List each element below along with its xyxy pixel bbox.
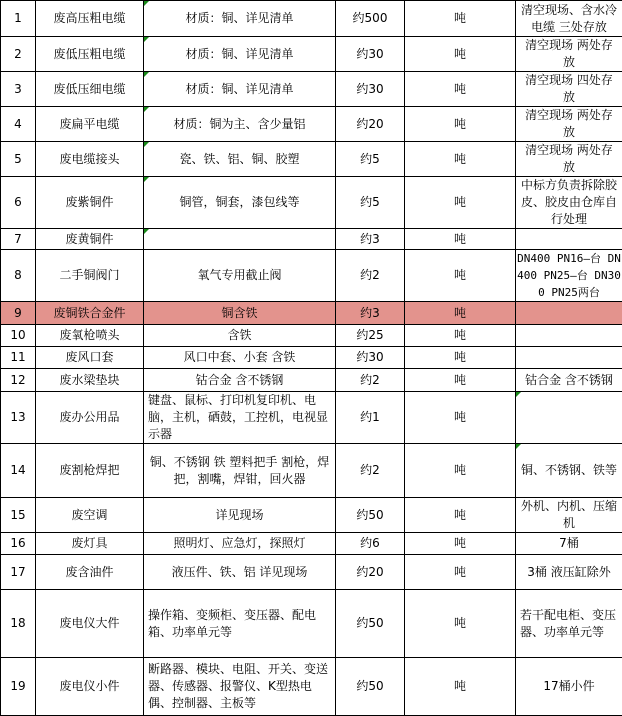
table-row: [1, 229, 622, 250]
item-quantity: 约30: [336, 37, 405, 72]
row-number: 5: [1, 142, 36, 177]
item-quantity: 约2: [336, 250, 405, 302]
table-row: [1, 369, 622, 392]
table-row: [1, 250, 622, 302]
row-number: 1: [1, 1, 36, 37]
item-unit: 吨: [405, 590, 516, 658]
item-description: 材质：铜为主、含少量铝: [144, 107, 336, 142]
item-quantity: 约3: [336, 229, 405, 250]
item-name: 废割枪焊把: [36, 444, 144, 498]
item-description: 铜管，铜套，漆包线等: [144, 177, 336, 229]
item-note: 清空现场 两处存放: [516, 142, 622, 177]
item-note: 清空现场 两处存放: [516, 107, 622, 142]
row-number: 18: [1, 590, 36, 658]
item-note: [516, 325, 622, 347]
item-unit: 吨: [405, 72, 516, 107]
item-name: 废空调: [36, 498, 144, 533]
item-note: 清空现场、含水冷电缆 三处存放: [516, 1, 622, 37]
item-quantity: 约5: [336, 177, 405, 229]
item-unit: 吨: [405, 177, 516, 229]
row-number: 7: [1, 229, 36, 250]
item-description: [144, 229, 336, 250]
item-quantity: 约50: [336, 590, 405, 658]
item-quantity: 约50: [336, 658, 405, 716]
item-description: 钴合金 含不锈钢: [144, 369, 336, 392]
item-quantity: 约50: [336, 498, 405, 533]
item-name: 废水梁垫块: [36, 369, 144, 392]
item-name: 二手铜阀门: [36, 250, 144, 302]
item-unit: 吨: [405, 142, 516, 177]
table-row-highlighted: [1, 302, 622, 325]
item-quantity: 约500: [336, 1, 405, 37]
item-quantity: 约30: [336, 72, 405, 107]
item-note: DN400 PN16—台 DN400 PN25—台 DN300 PN25两台: [516, 250, 622, 302]
item-note: 若干配电柜、变压器、功率单元等: [516, 590, 622, 658]
item-description: 断路器、模块、电阻、开关、变送器、传感器、报警仪、K型热电偶、控制器、主板等: [144, 658, 336, 716]
table-row: [1, 37, 622, 72]
row-number: 12: [1, 369, 36, 392]
row-number: 15: [1, 498, 36, 533]
item-quantity: 约20: [336, 107, 405, 142]
item-description: 材质：铜、详见清单: [144, 72, 336, 107]
item-name: 废紫铜件: [36, 177, 144, 229]
item-note: 铜、不锈钢、铁等: [516, 444, 622, 498]
item-description: 详见现场: [144, 498, 336, 533]
row-number: 19: [1, 658, 36, 716]
table-row: [1, 177, 622, 229]
row-number: 2: [1, 37, 36, 72]
item-name: 废灯具: [36, 533, 144, 555]
item-name: 废铜铁合金件: [36, 302, 144, 325]
item-description: 铜含铁: [144, 302, 336, 325]
table-row: [1, 590, 622, 658]
item-name: 废办公用品: [36, 392, 144, 444]
table-row: [1, 325, 622, 347]
item-description: 铜、不锈钢 铁 塑料把手 割枪，焊把，割嘴，焊钳，回火器: [144, 444, 336, 498]
item-unit: 吨: [405, 1, 516, 37]
item-name: 废电仪小件: [36, 658, 144, 716]
item-description: 材质：铜、详见清单: [144, 1, 336, 37]
item-description: 风口中套、小套 含铁: [144, 347, 336, 369]
item-name: 废低压粗电缆: [36, 37, 144, 72]
item-name: 废氧枪喷头: [36, 325, 144, 347]
table-row: [1, 72, 622, 107]
row-number: 14: [1, 444, 36, 498]
item-quantity: 约20: [336, 555, 405, 590]
item-unit: 吨: [405, 229, 516, 250]
item-description: 含铁: [144, 325, 336, 347]
item-unit: 吨: [405, 498, 516, 533]
item-unit: 吨: [405, 555, 516, 590]
item-description: 照明灯、应急灯，探照灯: [144, 533, 336, 555]
item-note: 3桶 液压缸除外: [516, 555, 622, 590]
item-unit: 吨: [405, 533, 516, 555]
row-number: 17: [1, 555, 36, 590]
item-unit: 吨: [405, 392, 516, 444]
item-description: 氧气专用截止阀: [144, 250, 336, 302]
item-unit: 吨: [405, 302, 516, 325]
item-quantity: 约2: [336, 444, 405, 498]
row-number: 3: [1, 72, 36, 107]
row-number: 16: [1, 533, 36, 555]
item-name: 废风口套: [36, 347, 144, 369]
table-row: [1, 347, 622, 369]
item-description: 操作箱、变频柜、变压器、配电箱、功率单元等: [144, 590, 336, 658]
item-description: 液压件、铁、铝 详见现场: [144, 555, 336, 590]
item-unit: 吨: [405, 37, 516, 72]
table-row: [1, 444, 622, 498]
item-note: 17桶小件: [516, 658, 622, 716]
item-note: 清空现场 两处存放: [516, 37, 622, 72]
item-unit: 吨: [405, 658, 516, 716]
item-description: 材质：铜、详见清单: [144, 37, 336, 72]
row-number: 6: [1, 177, 36, 229]
item-name: 废电缆接头: [36, 142, 144, 177]
table-row: [1, 533, 622, 555]
table-row: [1, 555, 622, 590]
item-quantity: 约5: [336, 142, 405, 177]
item-name: 废电仪大件: [36, 590, 144, 658]
item-unit: 吨: [405, 325, 516, 347]
item-quantity: 约30: [336, 347, 405, 369]
item-quantity: 约1: [336, 392, 405, 444]
item-name: 废高压粗电缆: [36, 1, 144, 37]
item-note: [516, 229, 622, 250]
item-note: [516, 347, 622, 369]
item-unit: 吨: [405, 107, 516, 142]
item-note: [516, 302, 622, 325]
row-number: 4: [1, 107, 36, 142]
table-row: [1, 392, 622, 444]
item-unit: 吨: [405, 347, 516, 369]
row-number: 11: [1, 347, 36, 369]
item-name: 废含油件: [36, 555, 144, 590]
table-row: [1, 142, 622, 177]
item-quantity: 约2: [336, 369, 405, 392]
item-name: 废黄铜件: [36, 229, 144, 250]
row-number: 9: [1, 302, 36, 325]
item-note: 外机、内机、压缩机: [516, 498, 622, 533]
table-row: [1, 498, 622, 533]
item-quantity: 约25: [336, 325, 405, 347]
item-note: [516, 392, 622, 444]
item-name: 废扁平电缆: [36, 107, 144, 142]
table-row: [1, 1, 622, 37]
item-note: 钴合金 含不锈钢: [516, 369, 622, 392]
item-description: 键盘、鼠标、打印机复印机、电脑，主机，硒鼓，工控机，电视显示器: [144, 392, 336, 444]
item-note: 清空现场 四处存放: [516, 72, 622, 107]
row-number: 13: [1, 392, 36, 444]
item-name: 废低压细电缆: [36, 72, 144, 107]
item-quantity: 约3: [336, 302, 405, 325]
item-quantity: 约6: [336, 533, 405, 555]
item-description: 瓷、铁、铝、铜、胶塑: [144, 142, 336, 177]
table-row: [1, 107, 622, 142]
item-unit: 吨: [405, 369, 516, 392]
table-row: [1, 658, 622, 716]
row-number: 10: [1, 325, 36, 347]
item-note: 中标方负责拆除胶皮、胶皮由仓库自行处理: [516, 177, 622, 229]
item-unit: 吨: [405, 250, 516, 302]
row-number: 8: [1, 250, 36, 302]
item-unit: 吨: [405, 444, 516, 498]
item-note: 7桶: [516, 533, 622, 555]
